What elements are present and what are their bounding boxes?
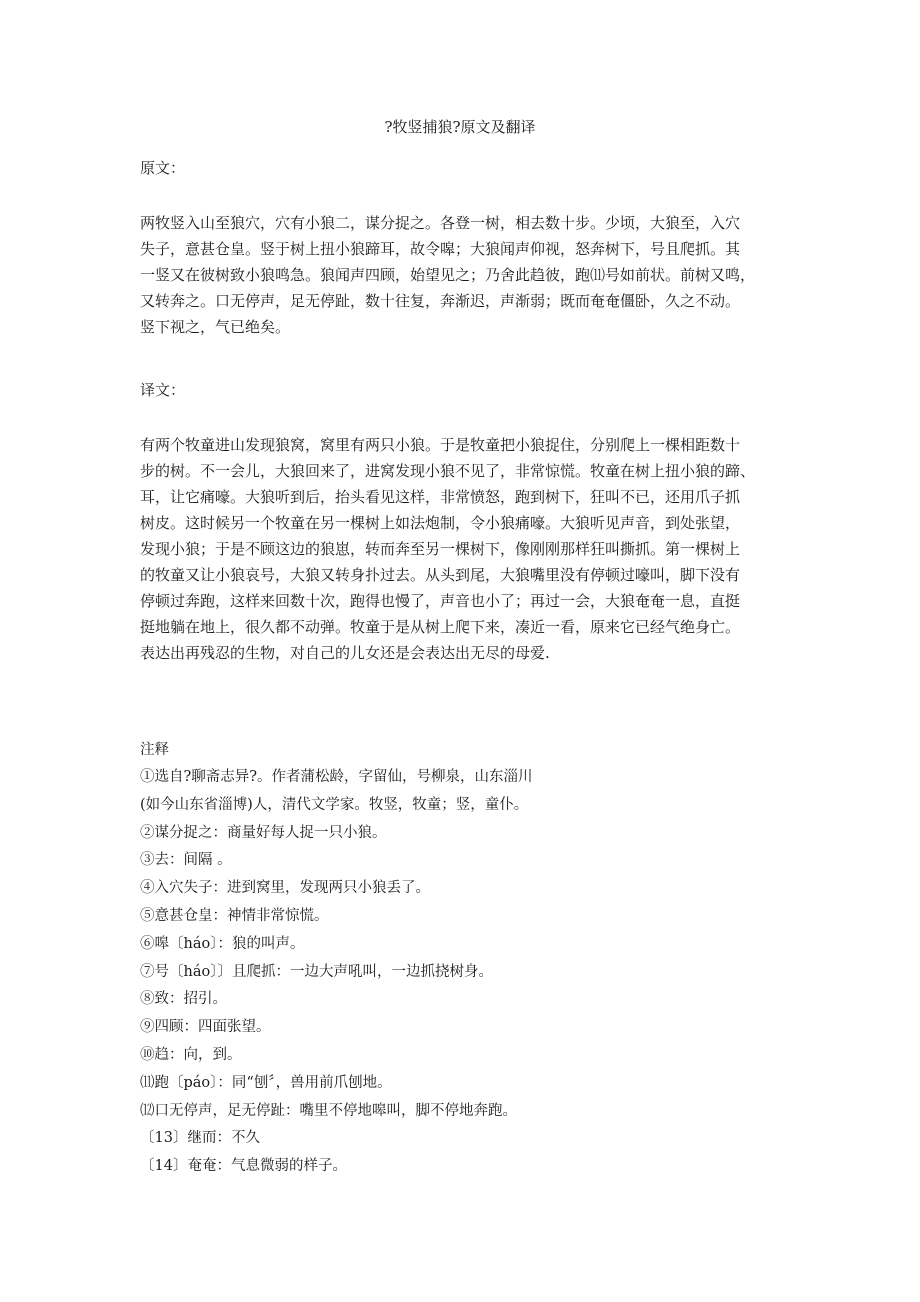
translation-text [140, 432, 792, 666]
note-item: ③去：间隔 。 [140, 852, 232, 869]
original-line: 又转奔之。口无停声，足无停趾，数十往复，奔渐迟，声渐弱；既而奄奄僵卧，久之不动。 [140, 292, 741, 310]
note-item: ⑾跑〔páo〕：同“刨〞，兽用前爪刨地。 [140, 1074, 392, 1091]
note-item: ⑩趋：向，到。 [140, 1046, 242, 1063]
translation-label: 译文： [140, 381, 186, 399]
original-line: 失子，意甚仓皇。竖于树上扭小狼蹄耳，故令嗥；大狼闻声仰视，怒奔树下，号且爬抓。其 [140, 240, 741, 258]
translation-line: 有两个牧童进山发现狼窝，窝里有两只小狼。于是牧童把小狼捉住，分别爬上一棵相距数十 [140, 436, 741, 454]
translation-line: 耳，让它痛嚎。大狼听到后，抬头看见这样，非常愤怒，跑到树下，狂叫不已，还用爪子抓 [140, 488, 741, 506]
note-item: ⑧致：招引。 [140, 991, 227, 1008]
note-item: (如今山东省淄博)人，清代文学家。牧竖，牧童；竖，童仆。 [140, 796, 529, 813]
note-item: ⑿口无停声，足无停趾：嘴里不停地嗥叫，脚不停地奔跑。 [140, 1102, 517, 1119]
note-item: ②谋分捉之：商量好每人捉一只小狼。 [140, 824, 387, 841]
translation-line: 挺地躺在地上，很久都不动弹。牧童于是从树上爬下来，凑近一看，原来它已经气绝身亡。 [140, 618, 741, 636]
translation-line: 树皮。这时候另一个牧童在另一棵树上如法炮制，令小狼痛嚎。大狼听见声音，到处张望， [140, 514, 741, 532]
original-line: 一竖又在彼树致小狼鸣急。狼闻声四顾，始望见之；乃舍此趋彼，跑⑾号如前状。前树又鸣， [140, 266, 756, 284]
translation-line: 步的树。不一会儿，大狼回来了，进窝发现小狼不见了，非常惊慌。牧童在树上扭小狼的蹄、 [140, 462, 756, 480]
document-title: ?牧竖捕狼?原文及翻译 [384, 118, 536, 136]
note-item: ⑤意甚仓皇：神情非常惊慌。 [140, 907, 329, 924]
notes-label: 注释 [140, 742, 169, 758]
original-line: 两牧竖入山至狼穴，穴有小狼二，谋分捉之。各登一树，相去数十步。少顷，大狼至，入穴 [140, 214, 741, 232]
original-line: 竖下视之，气已绝矣。 [140, 318, 291, 336]
note-item: ④入穴失子：进到窝里，发现两只小狼丢了。 [140, 880, 430, 897]
translation-line: 表达出再残忍的生物，对自己的儿女还是会表达出无尽的母爱. [140, 644, 550, 662]
notes-section [140, 740, 800, 1184]
translation-line: 的牧童又让小狼哀号，大狼又转身扑过去。从头到尾，大狼嘴里没有停顿过嚎叫，脚下没有 [140, 566, 741, 584]
note-item: 〔14〕奄奄：气息微弱的样子。 [140, 1158, 347, 1175]
original-text [140, 210, 792, 340]
note-item: ⑦号〔háo〕〕且爬抓：一边大声吼叫，一边抓挠树身。 [140, 963, 493, 980]
note-item: ①选自?聊斋志异?。作者蒲松龄，字留仙，号柳泉，山东淄川 [140, 769, 533, 785]
translation-line: 发现小狼；于是不顾这边的狼崽，转而奔至另一棵树下，像刚刚那样狂叫撕抓。第一棵树上 [140, 540, 741, 558]
note-item: 〔13〕继而：不久 [140, 1130, 260, 1147]
translation-line: 停顿过奔跑，这样来回数十次，跑得也慢了，声音也小了；再过一会，大狼奄奄一息，直挺 [140, 592, 741, 610]
note-item: ⑨四顾：四面张望。 [140, 1019, 271, 1036]
note-item: ⑥嗥〔háo〕：狼的叫声。 [140, 935, 305, 952]
original-label: 原文： [140, 159, 186, 177]
